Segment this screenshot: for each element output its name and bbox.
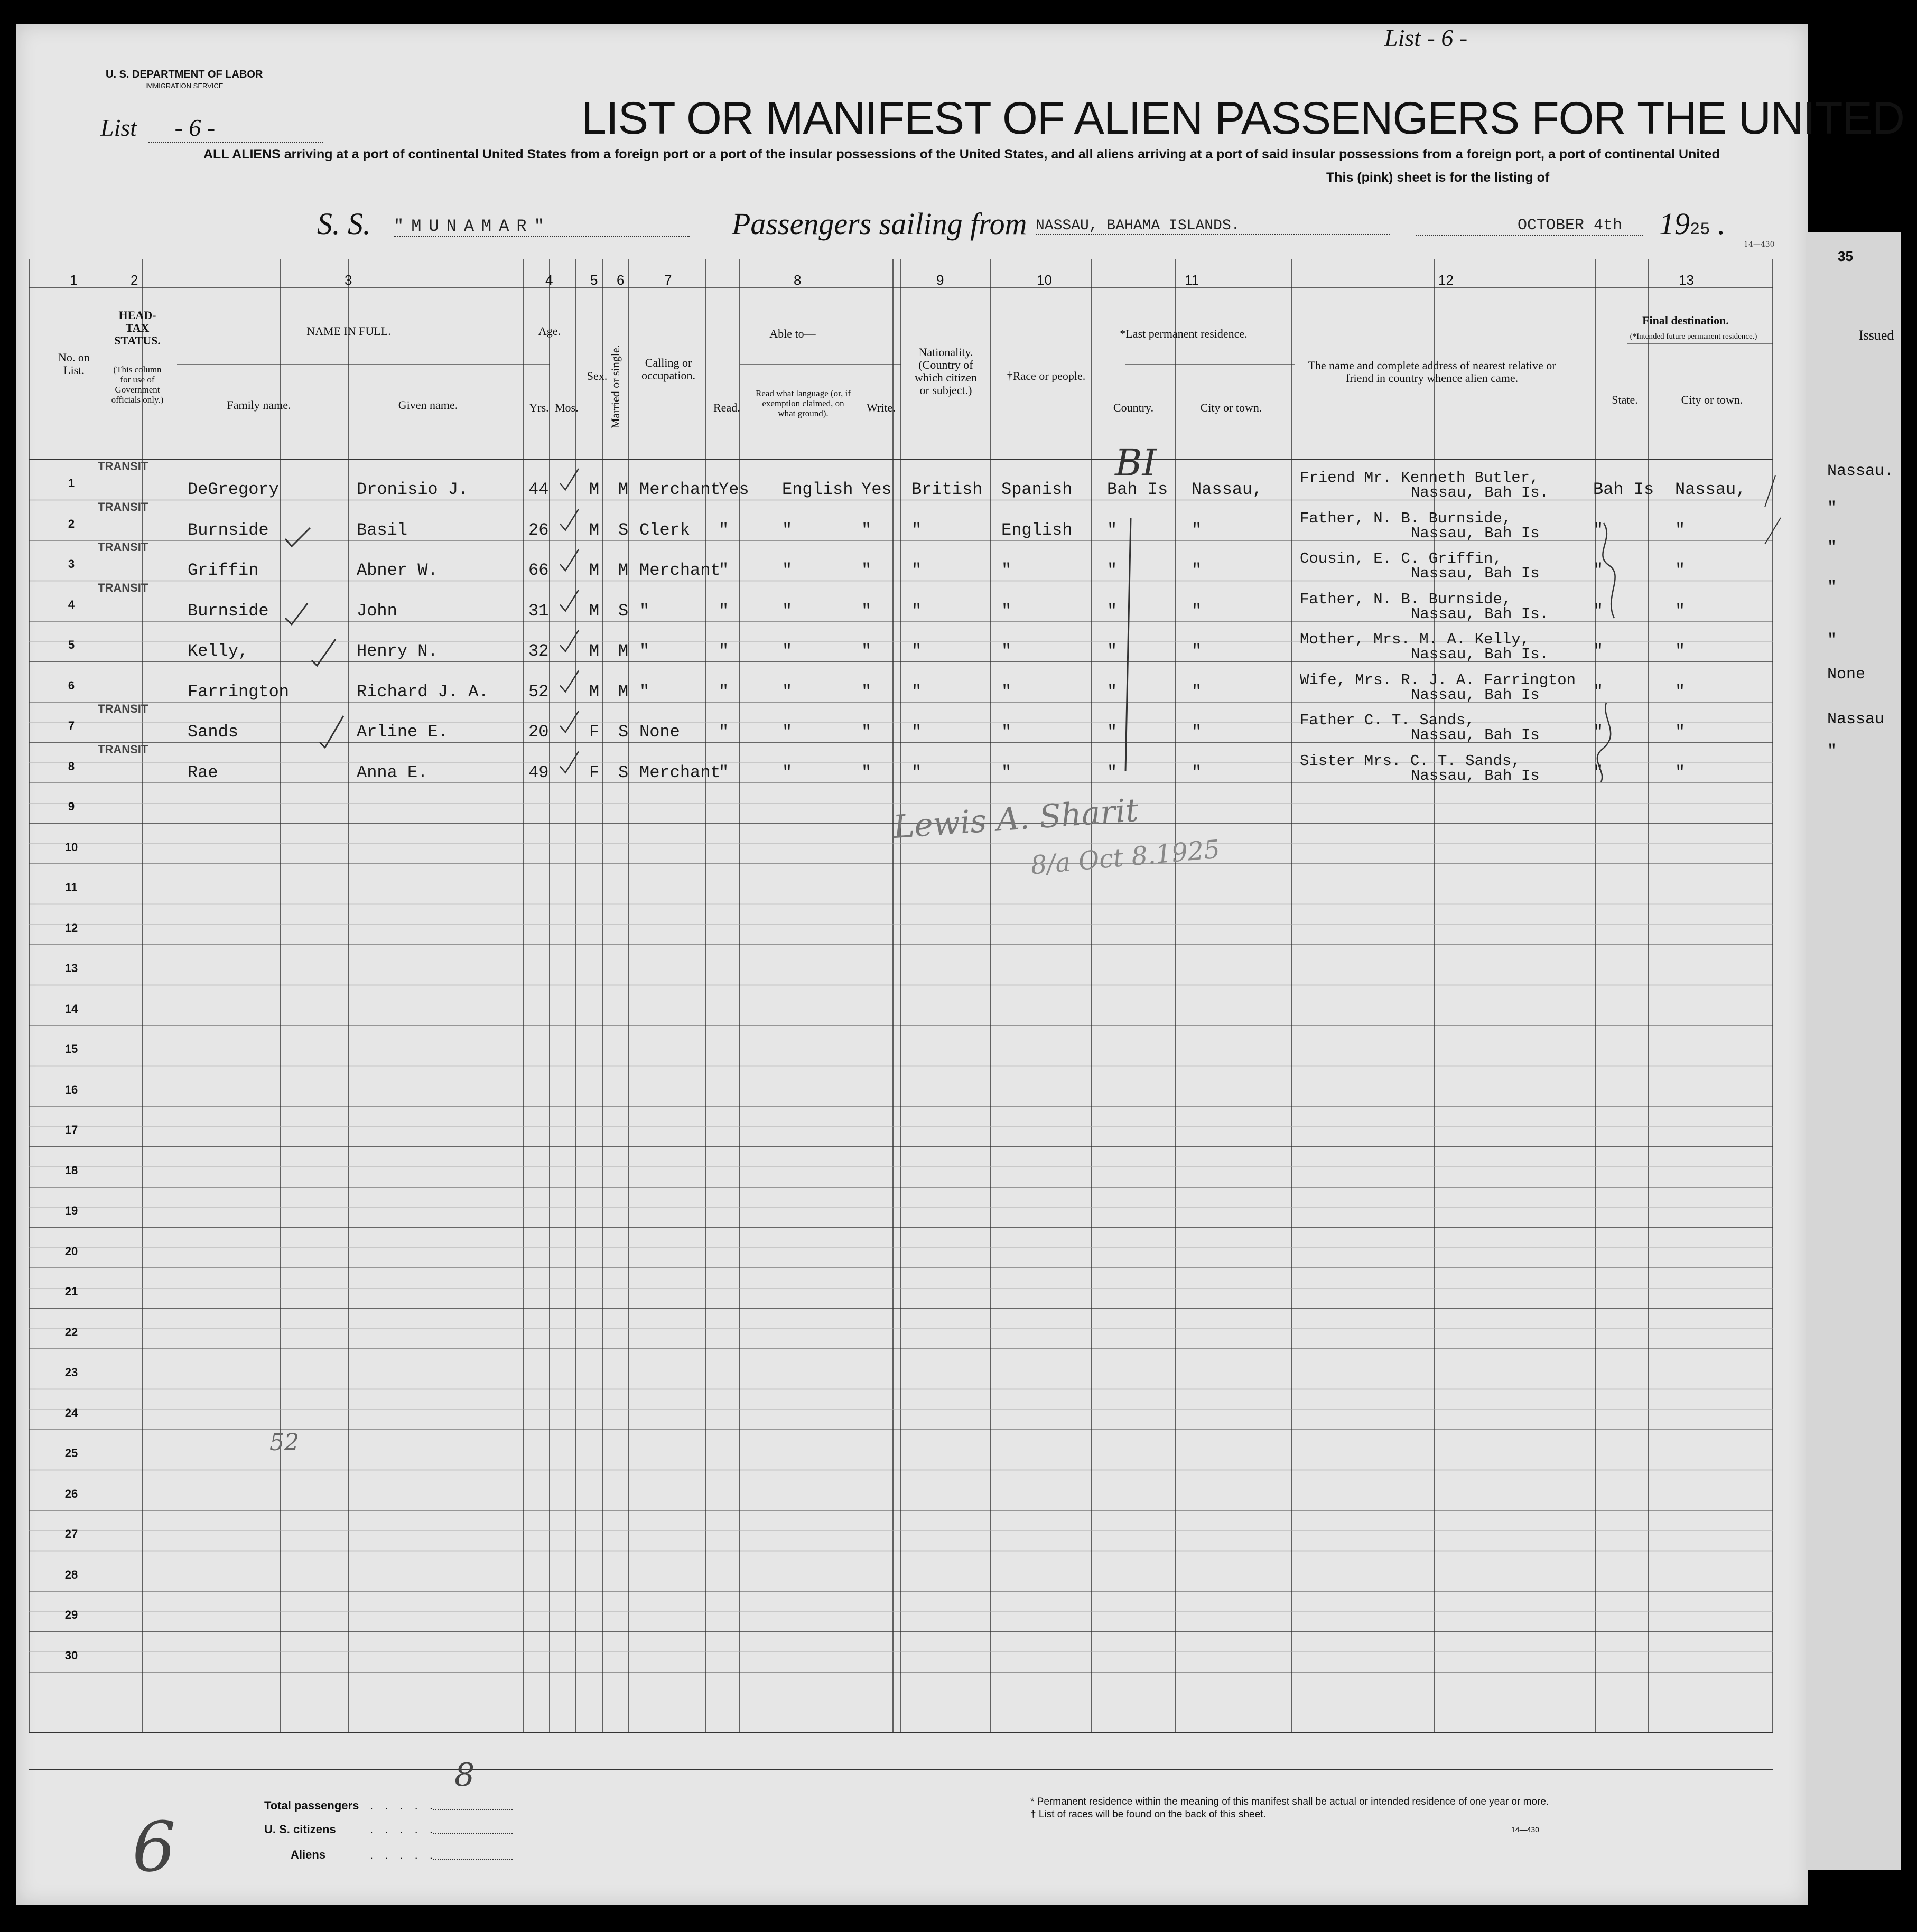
row-city: " [1192, 561, 1202, 580]
row-number: 3 [68, 557, 75, 571]
row-relative1: Sister Mrs. C. T. Sands, [1300, 752, 1521, 770]
row-city: " [1192, 520, 1202, 540]
row-family: Sands [188, 722, 239, 742]
margin-note: 52 [269, 1429, 299, 1456]
row-occupation: Merchant [639, 480, 721, 499]
header-head-tax-note: (This column for use of Government officials only.) [111, 365, 164, 405]
inspection-annotation: 8/a Oct 8.1925 [1029, 834, 1222, 881]
row-city: " [1192, 682, 1202, 702]
header-age: Age. [538, 324, 561, 338]
row-number: 30 [64, 1648, 78, 1662]
row-relative1: Cousin, E. C. Griffin, [1300, 550, 1502, 567]
row-language: " [782, 641, 793, 661]
row-given: Arline E. [357, 722, 448, 742]
right-page-entry: " [1827, 539, 1837, 557]
header-final-destination: Final destination. [1642, 314, 1729, 327]
row-relative2: Nassau, Bah Is. [1411, 605, 1549, 623]
column-number-8: 8 [794, 272, 802, 288]
row-occupation: " [639, 682, 650, 702]
row-number: 29 [64, 1608, 78, 1621]
top-list-number: List - 6 - [1384, 24, 1468, 51]
row-dest-city: " [1675, 641, 1686, 661]
row-nationality: " [911, 520, 922, 540]
row-number: 4 [68, 598, 75, 611]
row-relative2: Nassau, Bah Is [1411, 686, 1540, 704]
column-number-7: 7 [664, 272, 672, 288]
transit-stamp: TRANSIT [98, 742, 148, 756]
transit-stamp: TRANSIT [98, 460, 148, 473]
row-sex: F [589, 722, 600, 742]
row-ms: S [618, 601, 629, 621]
row-city: " [1192, 762, 1202, 782]
ss-label: S. S. [317, 207, 371, 241]
right-page-entry: " [1827, 742, 1837, 760]
right-page-colnum: 35 [1838, 248, 1853, 264]
year-prefix: 19 [1659, 207, 1690, 241]
row-relative2: Nassau, Bah Is [1411, 767, 1540, 785]
row-sex: M [589, 682, 600, 702]
departure-port-text: NASSAU, BAHAMA ISLANDS. [1036, 218, 1240, 234]
row-number: 6 [68, 678, 75, 692]
row-country: " [1107, 520, 1118, 540]
row-given: Henry N. [357, 641, 438, 661]
row-nationality: " [911, 722, 922, 742]
inspector-signature: Lewis A. Sharit [892, 791, 1140, 846]
column-number-4: 4 [545, 272, 553, 288]
row-write: Yes [861, 480, 892, 499]
row-state: " [1593, 762, 1604, 782]
row-write: " [861, 722, 872, 742]
sailing-date-text: OCTOBER 4th [1517, 217, 1622, 235]
header-name-in-full: NAME IN FULL. [306, 324, 391, 338]
row-state: " [1593, 641, 1604, 661]
row-relative1: Father, N. B. Burnside, [1300, 590, 1512, 608]
header-family-name: Family name. [227, 398, 291, 412]
row-dest-city: Nassau, [1675, 480, 1746, 499]
column-number-9: 9 [936, 272, 944, 288]
row-read: Yes [719, 480, 749, 499]
row-age: 52 [528, 682, 549, 702]
row-ms: S [618, 722, 629, 742]
row-race: " [1001, 561, 1012, 580]
year-suffix: 25 [1690, 220, 1710, 239]
check-mark [1125, 518, 1131, 771]
row-sex: M [589, 601, 600, 621]
right-page-entry: " [1827, 578, 1837, 596]
column-number-3: 3 [345, 272, 352, 288]
row-state: " [1593, 682, 1604, 702]
row-number: 15 [64, 1042, 78, 1056]
row-state: " [1593, 561, 1604, 580]
row-number: 17 [64, 1123, 78, 1136]
row-number: 8 [68, 759, 75, 773]
row-relative2: Nassau, Bah Is [1411, 524, 1540, 542]
row-relative2: Nassau, Bah Is [1411, 565, 1540, 582]
row-family: Griffin [188, 561, 259, 580]
row-family: Burnside [188, 601, 269, 621]
row-state: " [1593, 601, 1604, 621]
row-language: " [782, 762, 793, 782]
row-country: " [1107, 682, 1118, 702]
row-read: " [719, 520, 729, 540]
row-write: " [861, 641, 872, 661]
footnote-code: 14—430 [1511, 1825, 1539, 1834]
row-relative1: Friend Mr. Kenneth Butler, [1300, 469, 1539, 487]
list-number-text: - 6 - [174, 114, 216, 141]
row-given: Dronisio J. [357, 480, 469, 499]
row-relative1: Wife, Mrs. R. J. A. Farrington [1300, 671, 1576, 689]
row-country: " [1107, 601, 1118, 621]
row-country: " [1107, 762, 1118, 782]
row-number: 25 [64, 1446, 78, 1460]
row-city: " [1192, 641, 1202, 661]
row-dest-city: " [1675, 762, 1686, 782]
row-city: " [1192, 601, 1202, 621]
row-nationality: " [911, 601, 922, 621]
row-given: Abner W. [357, 561, 438, 580]
header-write: Write. [867, 401, 896, 414]
check-mark [1603, 523, 1615, 618]
row-dest-city: " [1675, 520, 1686, 540]
transit-stamp: TRANSIT [98, 702, 148, 715]
row-country: Bah Is [1107, 480, 1168, 499]
header-able-to: Able to— [769, 327, 816, 340]
row-ms: S [618, 520, 629, 540]
department-name: U. S. DEPARTMENT OF LABOR [106, 69, 263, 80]
row-number: 5 [68, 638, 75, 651]
row-number: 9 [68, 800, 75, 813]
row-read: " [719, 682, 729, 702]
row-country: " [1107, 641, 1118, 661]
page-subtitle-2: This (pink) sheet is for the listing of [1326, 170, 1550, 185]
row-dest-city: " [1675, 561, 1686, 580]
row-number: 23 [64, 1366, 78, 1379]
row-age: 49 [528, 762, 549, 782]
row-relative2: Nassau, Bah Is [1411, 726, 1540, 744]
row-language: " [782, 722, 793, 742]
check-mark [560, 549, 579, 571]
row-dest-city: " [1675, 601, 1686, 621]
row-number: 10 [64, 840, 78, 854]
check-mark [560, 509, 579, 530]
row-read: " [719, 762, 729, 782]
row-given: Basil [357, 520, 408, 540]
row-ms: S [618, 762, 629, 782]
page-subtitle: ALL ALIENS arriving at a port of continental United States from a foreign port or a port of the insular possessions of the United States, and all aliens arriving at a port of said insular possessions from a foreign port, a port of continental United [203, 147, 1720, 162]
row-write: " [861, 762, 872, 782]
row-number: 1 [68, 477, 75, 490]
row-number: 27 [64, 1527, 78, 1541]
list-label-text: List [100, 114, 137, 141]
right-page-header: Issued [1859, 328, 1894, 343]
row-number: 28 [64, 1567, 78, 1581]
row-number: 20 [64, 1244, 78, 1258]
row-sex: M [589, 520, 600, 540]
column-number-11: 11 [1185, 272, 1199, 288]
row-family: Farrington [188, 682, 290, 702]
row-age: 32 [528, 641, 549, 661]
row-race: " [1001, 641, 1012, 661]
row-ms: M [618, 682, 629, 702]
right-page-entry: Nassau [1827, 711, 1885, 729]
check-mark [560, 671, 579, 692]
column-number-6: 6 [617, 272, 625, 288]
row-city: Nassau, [1192, 480, 1263, 499]
column-number-1: 1 [70, 272, 78, 288]
row-sex: M [589, 561, 600, 580]
check-mark [560, 469, 579, 490]
form-code: 14—430 [1744, 240, 1775, 249]
check-mark [285, 603, 308, 624]
transit-stamp: TRANSIT [98, 581, 148, 594]
row-number: 14 [64, 1002, 78, 1015]
header-state: State. [1612, 393, 1638, 406]
row-nationality: " [911, 641, 922, 661]
row-number: 12 [64, 921, 78, 935]
row-nationality: " [911, 762, 922, 782]
header-married: Married or single. [609, 344, 622, 429]
aliens-label: Aliens [291, 1848, 326, 1861]
row-number: 2 [68, 517, 75, 530]
row-number: 24 [64, 1406, 78, 1420]
row-given: Anna E. [357, 762, 428, 782]
row-language: English [782, 480, 853, 499]
row-race: " [1001, 722, 1012, 742]
row-number: 16 [64, 1082, 78, 1096]
row-race: " [1001, 762, 1012, 782]
column-number-5: 5 [590, 272, 598, 288]
check-mark [560, 752, 579, 773]
check-mark [312, 639, 336, 666]
row-read: " [719, 641, 729, 661]
row-family: Kelly, [188, 641, 249, 661]
row-language: " [782, 601, 793, 621]
header-yrs: Yrs. [529, 401, 549, 414]
check-mark [285, 528, 310, 546]
row-state: " [1593, 722, 1604, 742]
header-nationality: Nationality. (Country of which citizen or subject.) [915, 346, 977, 397]
row-number: 22 [64, 1325, 78, 1339]
dots-2: . . . . . [370, 1823, 438, 1836]
row-relative1: Father, N. B. Burnside, [1300, 509, 1512, 527]
row-relative2: Nassau, Bah Is. [1411, 646, 1549, 663]
row-number: 21 [64, 1285, 78, 1298]
header-no-on-list: No. on List. [58, 351, 90, 377]
row-number: 18 [64, 1163, 78, 1177]
dots-3: . . . . . [370, 1848, 438, 1861]
header-country: Country. [1113, 401, 1154, 414]
row-language: " [782, 682, 793, 702]
column-number-13: 13 [1679, 272, 1694, 288]
check-mark [560, 630, 579, 651]
header-head-tax: HEAD-TAX STATUS. [114, 309, 161, 347]
row-relative1: Father C. T. Sands, [1300, 712, 1475, 729]
right-page-entry: None [1827, 666, 1866, 684]
row-race: " [1001, 682, 1012, 702]
row-number: 7 [68, 719, 75, 732]
check-mark [1597, 703, 1611, 782]
row-family: Rae [188, 762, 218, 782]
row-language: " [782, 561, 793, 580]
footnote-races: † List of races will be found on the back of this sheet. [1030, 1809, 1266, 1820]
passengers-count: 8 [454, 1757, 475, 1794]
row-family: DeGregory [188, 480, 279, 499]
header-relative: The name and complete address of nearest relative or friend in country whence alien came. [1308, 359, 1556, 385]
row-number: 13 [64, 962, 78, 975]
row-occupation: Clerk [639, 520, 691, 540]
row-sex: F [589, 762, 600, 782]
row-country: " [1107, 561, 1118, 580]
row-sex: M [589, 641, 600, 661]
row-family: Burnside [188, 520, 269, 540]
header-city2: City or town. [1681, 393, 1743, 406]
row-number: 19 [64, 1204, 78, 1217]
header-mos: Mos. [555, 401, 579, 414]
page-title: LIST OR MANIFEST OF ALIEN PASSENGERS FOR THE UNITED [581, 93, 1905, 144]
row-ms: M [618, 480, 629, 499]
row-ms: M [618, 561, 629, 580]
header-given-name: Given name. [398, 398, 458, 412]
right-page-entry: Nassau. [1827, 462, 1894, 480]
total-passengers-label: Total passengers [264, 1799, 359, 1812]
row-city: " [1192, 722, 1202, 742]
row-race: English [1001, 520, 1073, 540]
dots-1: . . . . . [370, 1799, 438, 1812]
row-write: " [861, 520, 872, 540]
row-age: 20 [528, 722, 549, 742]
header-calling: Calling or occupation. [641, 356, 696, 382]
row-race: Spanish [1001, 480, 1073, 499]
row-race: " [1001, 601, 1012, 621]
column-number-10: 10 [1037, 272, 1052, 288]
row-number: 26 [64, 1487, 78, 1500]
row-dest-city: " [1675, 682, 1686, 702]
row-state: " [1593, 520, 1604, 540]
check-mark [560, 711, 579, 732]
header-sex: Sex. [587, 369, 608, 382]
column-number-12: 12 [1438, 272, 1454, 288]
header-city: City or town. [1200, 401, 1262, 414]
row-nationality: British [911, 480, 983, 499]
row-read: " [719, 722, 729, 742]
row-nationality: " [911, 682, 922, 702]
row-age: 44 [528, 480, 549, 499]
row-nationality: " [911, 561, 922, 580]
row-age: 31 [528, 601, 549, 621]
row-dest-city: " [1675, 722, 1686, 742]
right-page-entry: " [1827, 499, 1837, 517]
check-mark [1765, 475, 1775, 507]
row-occupation: " [639, 601, 650, 621]
country-column-mark: BI [1115, 441, 1157, 484]
year: 1925 . [1659, 207, 1726, 241]
margin-number: 6 [132, 1807, 176, 1887]
right-page-entry: " [1827, 631, 1837, 649]
row-ms: M [618, 641, 629, 661]
row-given: Richard J. A. [357, 682, 489, 702]
row-state: Bah Is [1593, 480, 1654, 499]
row-write: " [861, 561, 872, 580]
footnote-residence: * Permanent residence within the meaning of this manifest shall be actual or intended residence of one year or more. [1030, 1796, 1549, 1807]
header-read: Read. [713, 401, 740, 414]
row-country: " [1107, 722, 1118, 742]
check-mark [560, 590, 579, 611]
sailing-label: Passengers sailing from [732, 207, 1027, 241]
ship-name-text: "MUNAMAR" [394, 217, 552, 236]
check-mark [1765, 518, 1781, 544]
transit-stamp: TRANSIT [98, 500, 148, 514]
row-read: " [719, 561, 729, 580]
row-occupation: None [639, 722, 680, 742]
row-occupation: " [639, 641, 650, 661]
row-occupation: Merchant [639, 561, 721, 580]
header-read-language: Read what language (or, if exemption claimed, on what ground). [755, 388, 851, 418]
row-sex: M [589, 480, 600, 499]
row-language: " [782, 520, 793, 540]
row-relative2: Nassau, Bah Is. [1411, 484, 1549, 501]
row-age: 26 [528, 520, 549, 540]
row-read: " [719, 601, 729, 621]
row-occupation: Merchant [639, 762, 721, 782]
row-relative1: Mother, Mrs. M. A. Kelly, [1300, 631, 1530, 648]
row-age: 66 [528, 561, 549, 580]
us-citizens-label: U. S. citizens [264, 1823, 336, 1836]
header-race: †Race or people. [1007, 369, 1086, 382]
row-number: 11 [65, 881, 78, 894]
row-given: John [357, 601, 397, 621]
row-write: " [861, 682, 872, 702]
column-number-2: 2 [131, 272, 138, 288]
service-name: IMMIGRATION SERVICE [145, 82, 224, 90]
transit-stamp: TRANSIT [98, 540, 148, 554]
header-last-residence: *Last permanent residence. [1120, 327, 1248, 340]
check-mark [320, 716, 343, 748]
header-final-note: (*Intended future permanent residence.) [1630, 332, 1757, 341]
row-write: " [861, 601, 872, 621]
